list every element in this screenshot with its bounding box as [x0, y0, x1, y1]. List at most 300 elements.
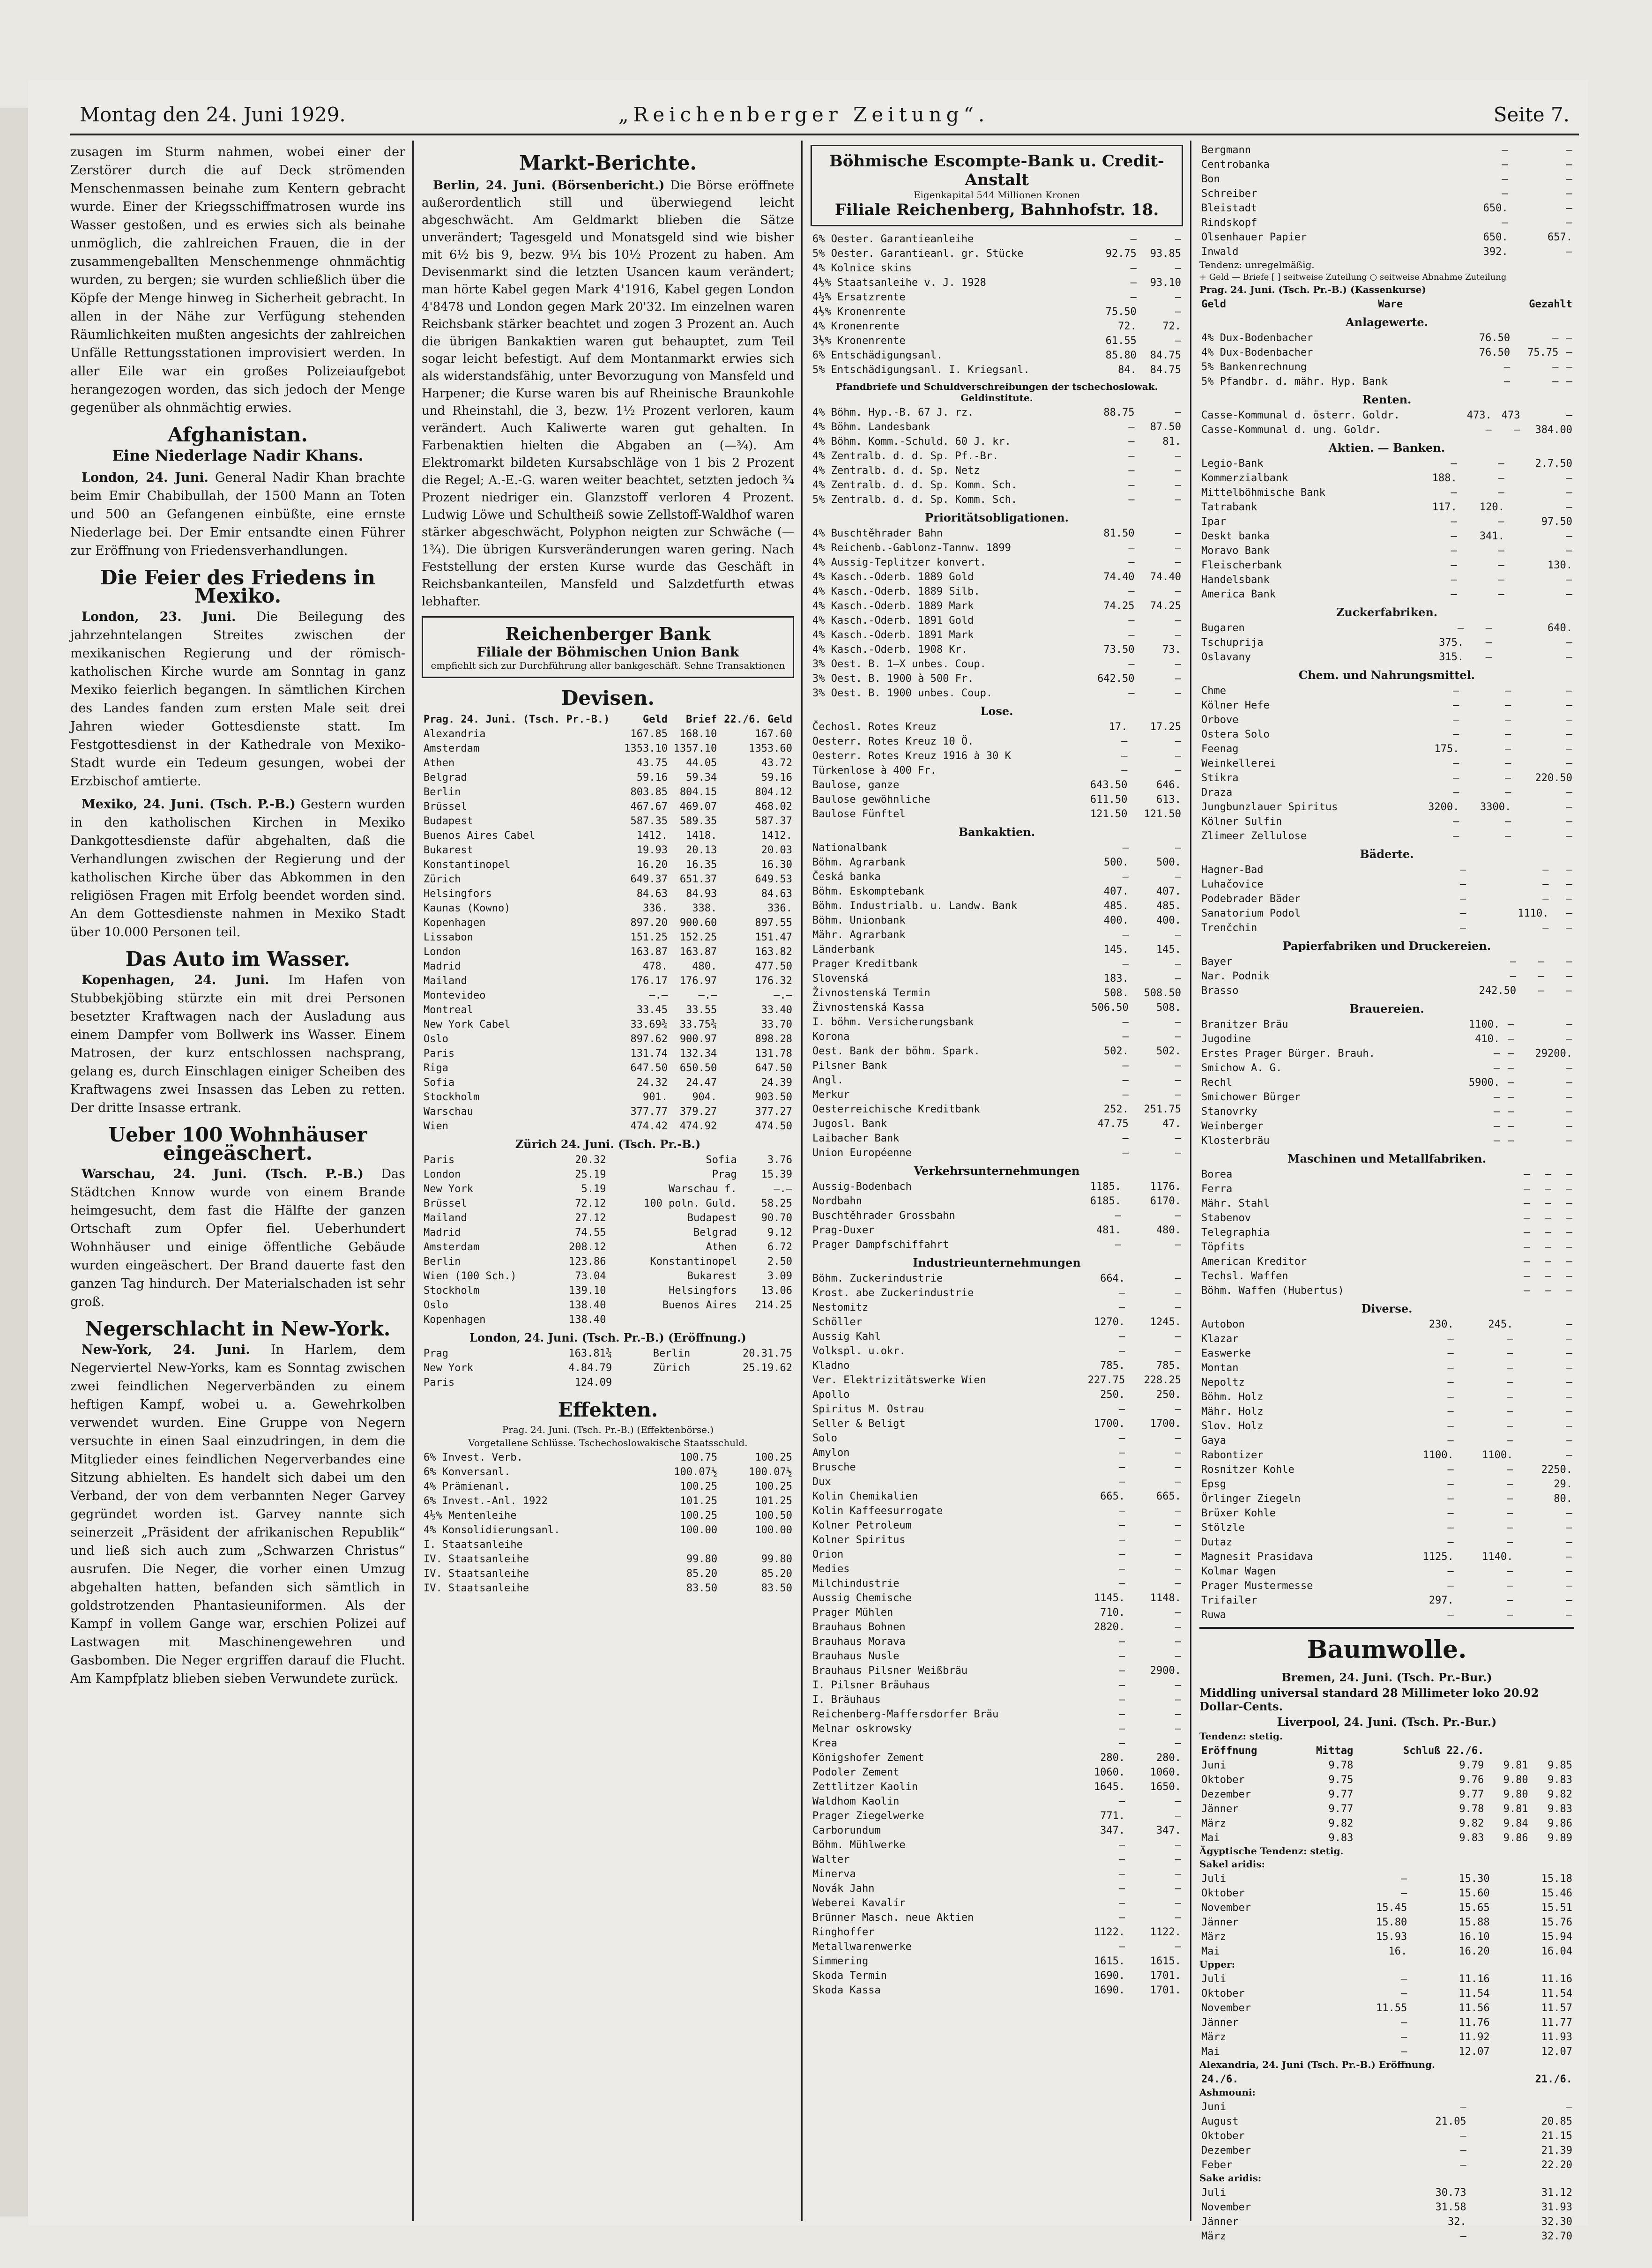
quote-value: 1060. — [1150, 1767, 1181, 1778]
banken-table — [1199, 456, 1574, 602]
quote-name: Prager Kreditbank — [812, 958, 918, 970]
diverse-row — [1199, 1608, 1574, 1622]
quote-value: — — [1508, 1120, 1514, 1132]
quote-value: 32.70 — [1541, 2231, 1572, 2242]
quote-value: — — [1122, 1031, 1129, 1043]
industrie-row — [811, 1823, 1183, 1838]
quote-value: — — [1524, 1227, 1530, 1238]
quote-name: Paris — [424, 1154, 455, 1166]
quote-value: — — [1453, 700, 1459, 711]
industrie-row — [811, 1809, 1183, 1823]
quote-name: Wien — [424, 1120, 448, 1132]
quote-value: — — [1566, 700, 1572, 711]
quote-value: 84. — [1118, 364, 1137, 376]
quote-name: Juli — [1201, 1873, 1226, 1885]
quote-value: 31.12 — [1541, 2187, 1572, 2199]
quote-value: — — [1121, 765, 1128, 776]
sakel-row — [1199, 1915, 1574, 1930]
zurich-row — [422, 1254, 794, 1269]
quote-name: 3% Oest. B. 1—X unbes. Coup. — [812, 658, 986, 670]
quote-value: 468.02 — [755, 801, 792, 813]
liverpool-dateline: Liverpool, 24. Juni. (Tsch. Pr.-Bur.) — [1277, 1715, 1497, 1729]
quote-value: 97.50 — [1541, 516, 1572, 528]
quote-value: 16.04 — [1541, 1946, 1572, 1957]
quote-value: 32. — [1447, 2216, 1466, 2228]
quote-name: Nar. Podnik — [1201, 970, 1270, 982]
quote-value: — — [1175, 335, 1181, 347]
quote-value: — — [1118, 1447, 1125, 1459]
quote-value: — — [1507, 1522, 1513, 1534]
quote-value: — — [1566, 1333, 1572, 1345]
quote-value: —.— — [774, 990, 792, 1001]
zurich-row — [422, 1240, 794, 1254]
quote-value: — — [1453, 685, 1459, 697]
devisen-row — [422, 799, 794, 814]
quote-name: 4% Böhm. Landesbank — [812, 421, 930, 433]
brau-row — [1199, 1017, 1574, 1032]
diverse-row — [1199, 1361, 1574, 1375]
prior-row — [811, 657, 1183, 671]
quote-value: 123.86 — [569, 1256, 606, 1268]
quote-value: — — [1566, 1120, 1572, 1132]
quote-name: Oktober — [1201, 1988, 1245, 1999]
quote-value: 1140. — [1482, 1551, 1513, 1563]
quote-name: Reichenberg-Maffersdorfer Bräu — [812, 1708, 999, 1720]
quote-value: 163.82 — [755, 946, 792, 958]
quote-value: — — [1505, 685, 1511, 697]
quote-value: 474.42 — [630, 1120, 668, 1132]
quote-value: — — [1453, 729, 1459, 740]
quote-name: Slovenská — [812, 973, 869, 985]
quote-value: 25.19.62 — [743, 1362, 792, 1374]
chem-row — [1199, 713, 1574, 727]
quote-value: 100.50 — [755, 1510, 792, 1522]
quote-value: 151.47 — [755, 932, 792, 943]
quote-value: 11.76 — [1459, 2017, 1490, 2029]
quote-value: 11.93 — [1541, 2031, 1572, 2043]
quote-value: — — [1175, 1302, 1181, 1313]
quote-name: Sofia — [424, 1077, 455, 1089]
quote-value: — — [1175, 494, 1181, 506]
industrie-row — [811, 1562, 1183, 1576]
quote-value: 145. — [1156, 944, 1181, 955]
quote-value: 502. — [1103, 1045, 1129, 1057]
quote-value: — — [1485, 651, 1492, 663]
quote-value: — — [1524, 1212, 1530, 1224]
quote-value: 500. — [1156, 857, 1181, 868]
diverse-row — [1199, 1492, 1574, 1506]
quote-name: Weberei Kavalír — [812, 1897, 906, 1909]
quote-value: 75.75 — [1527, 347, 1559, 358]
quote-value: 84.63 — [636, 888, 668, 900]
quote-value: — — [1447, 1478, 1454, 1490]
quote-value: 11.57 — [1541, 2002, 1572, 2014]
industrie-title: Industrieunternehmungen — [913, 1256, 1081, 1269]
quote-value: 640. — [1548, 622, 1572, 634]
quote-value: 15.51 — [1541, 1902, 1572, 1914]
chem-table — [1199, 684, 1574, 843]
quote-value: — — [1175, 1273, 1181, 1284]
prior-row — [811, 570, 1183, 584]
diverse-table — [1199, 1317, 1574, 1622]
quote-value: 9.77 — [1328, 1803, 1354, 1815]
industrie-row — [811, 1373, 1183, 1388]
quote-value: 15.76 — [1541, 1917, 1572, 1928]
column-markets — [422, 143, 794, 2219]
quote-name: Madrid — [424, 961, 461, 972]
quote-value: 245. — [1488, 1319, 1513, 1330]
quote-name: Krea — [812, 1738, 837, 1749]
devisen-row — [422, 756, 794, 770]
quote-value: — — [1118, 1854, 1125, 1865]
quote-value: 508.50 — [1144, 987, 1181, 999]
masch-row — [1199, 1240, 1574, 1254]
quote-value: 15.39 — [761, 1169, 792, 1180]
quote-name: Prager Dampfschiffahrt — [812, 1239, 949, 1251]
quote-value: 20.13 — [686, 844, 717, 856]
quote-value: — — [1566, 1183, 1572, 1195]
quote-name: I. Bräuhaus — [812, 1694, 881, 1706]
quote-value: — — [1566, 787, 1572, 798]
quote-value: — — [1447, 1507, 1454, 1519]
quote-value: 13.06 — [761, 1285, 792, 1297]
quote-value: — — [1175, 1738, 1181, 1749]
prior-row — [811, 686, 1183, 701]
quote-name: Melnar oskrowsky — [812, 1723, 912, 1735]
escompte-bank-ad — [811, 145, 1183, 226]
quote-value: — — [1508, 1135, 1514, 1147]
quote-name: Epsg — [1201, 1478, 1226, 1490]
quote-value: — — [1514, 424, 1520, 436]
quote-name: Krost. abe Zuckerindustrie — [812, 1287, 974, 1299]
sake2-row — [1199, 2215, 1574, 2229]
column-rule-1 — [412, 141, 414, 2221]
quote-name: Ipar — [1201, 516, 1226, 528]
quote-value: — — [1118, 1476, 1125, 1488]
quote-value: — — [1175, 479, 1181, 491]
quote-value: —.— — [649, 990, 668, 1001]
quote-value: 6170. — [1150, 1195, 1181, 1207]
quote-value: 99.80 — [686, 1553, 718, 1565]
quote-value: — — [1175, 1432, 1181, 1444]
brau-row — [1199, 1134, 1574, 1148]
quote-value: — — [1498, 589, 1504, 600]
quote-value: — — [1503, 361, 1511, 373]
quote-value: 400. — [1156, 915, 1181, 926]
afghanistan-title: Afghanistan. — [168, 423, 308, 446]
quote-value: — — [1493, 1120, 1500, 1132]
renten-title: Renten. — [1362, 393, 1412, 406]
quote-value: — — [1459, 893, 1466, 905]
quote-name: November — [1201, 2002, 1251, 2014]
mexiko-dateline-2: Mexiko, 24. Juni. (Tsch. P.-B.) — [82, 797, 296, 812]
devisen-title: Devisen. — [561, 686, 655, 709]
quote-name: Kolin Kaffeesurrogate — [812, 1505, 943, 1517]
devisen-row — [422, 1003, 794, 1017]
quote-value: — — [1118, 1462, 1125, 1473]
quote-name: Riga — [424, 1062, 448, 1074]
quote-name: 4% Zentralb. d. d. Sp. Netz — [812, 465, 980, 477]
quote-value: 121.50 — [1090, 808, 1128, 820]
alex-cols — [1199, 2072, 1574, 2087]
ashmouni-row — [1199, 2129, 1574, 2143]
quote-name: Klosterbräu — [1201, 1135, 1270, 1147]
quote-name: 5% Pfandbr. d. mähr. Hyp. Bank — [1201, 376, 1388, 388]
quote-name: Prager Mühlen — [812, 1607, 893, 1619]
quote-name: 4% Aussig-Teplitzer konvert. — [812, 557, 986, 568]
diverse-row — [1199, 1521, 1574, 1535]
quote-value: — — [1175, 1505, 1181, 1517]
quote-name: Brauhaus Nusle — [812, 1650, 900, 1662]
quote-value: — — [1118, 1331, 1125, 1343]
quote-name: Tatrabank — [1201, 501, 1258, 513]
quote-name: Kolmar Wagen — [1201, 1566, 1276, 1577]
bankaktie-row — [811, 870, 1183, 884]
quote-name: Stockholm — [424, 1285, 480, 1297]
quote-value: — — [1175, 1060, 1181, 1072]
top-list-row — [1199, 245, 1574, 259]
quote-value: 167.60 — [755, 728, 792, 740]
effekten-row — [422, 1479, 794, 1494]
devisen-row — [422, 959, 794, 974]
quote-name: Dux — [812, 1476, 831, 1488]
quote-value: 485. — [1156, 900, 1181, 912]
bankaktien-table — [811, 841, 1183, 1160]
quote-value: — — [1545, 1212, 1551, 1224]
quote-value: 650. — [1483, 231, 1508, 243]
quote-value: 897.20 — [630, 917, 668, 929]
quote-value: — — [1175, 1476, 1181, 1488]
quote-value: — — [1459, 908, 1466, 919]
quote-value: 33.69¾ — [630, 1019, 668, 1030]
quote-name: Oest. Bank der böhm. Spark. — [812, 1045, 980, 1057]
quote-name: Nepoltz — [1201, 1377, 1245, 1388]
quote-name: Feber — [1201, 2159, 1233, 2171]
quote-value: 500. — [1103, 857, 1129, 868]
quote-name: November — [1201, 2201, 1251, 2213]
quote-value: 188. — [1432, 472, 1457, 484]
quote-name: Stölzle — [1201, 1522, 1245, 1534]
quote-name: Brüxer Kohle — [1201, 1507, 1276, 1519]
quote-value: — — [1505, 700, 1511, 711]
anlage-row — [1199, 360, 1574, 374]
quote-value: 477.50 — [755, 961, 792, 972]
diverse-row — [1199, 1535, 1574, 1550]
quote-value: — — [1175, 1897, 1181, 1909]
quote-value: — — [1175, 1016, 1181, 1028]
column-header: Gezahlt — [1529, 298, 1572, 310]
quote-value: 21.05 — [1435, 2116, 1466, 2127]
quote-value: 338. — [692, 903, 717, 914]
quote-name: Wien (100 Sch.) — [424, 1270, 517, 1282]
lose-title: Lose. — [980, 704, 1013, 718]
zucker-row — [1199, 621, 1574, 635]
quote-name: Schöller — [812, 1316, 862, 1328]
quote-value: — — [1485, 424, 1492, 436]
quote-value: 502. — [1156, 1045, 1181, 1057]
quote-value: — — [1566, 714, 1572, 726]
quote-value: 589.35 — [679, 815, 717, 827]
quote-name: Autobon — [1201, 1319, 1245, 1330]
quote-value: — — [1175, 1133, 1181, 1144]
quote-name: Helsingfors — [424, 888, 492, 900]
industrie-row — [811, 1765, 1183, 1780]
quote-value: — — [1175, 1031, 1181, 1043]
industrie-row — [811, 1954, 1183, 1969]
quote-name: Brüssel — [424, 801, 467, 813]
quote-value: 16.30 — [761, 859, 792, 871]
quote-value: — — [1493, 1062, 1500, 1074]
quote-value: 587.37 — [755, 815, 792, 827]
quote-name: Gaya — [1201, 1435, 1226, 1447]
afghanistan-text: General Nadir Khan brachte beim Emir Chabibullah, der 1500 Mann an Toten und 500 an Gefangenen einbüßte, eine ernste Niederlage bei. Der Emir entsandte einen Führer zur Eröffnung von Friedensverhandlungen. — [70, 470, 405, 558]
devisen-row — [422, 814, 794, 828]
brau-row — [1199, 1090, 1574, 1104]
quote-name: 6% Invest.-Anl. 1922 — [424, 1495, 548, 1507]
quote-value: — — [1552, 332, 1559, 344]
quote-value: 72. — [1162, 321, 1181, 332]
chem-row — [1199, 785, 1574, 800]
industrie-row — [811, 1605, 1183, 1620]
quote-value: 33.75¾ — [679, 1019, 717, 1030]
quote-name: Königshofer Zement — [812, 1752, 924, 1764]
quote-name: 5% Bankenrechnung — [1201, 361, 1307, 373]
quote-name: Jänner — [1201, 2216, 1239, 2228]
anleihe-row — [811, 232, 1183, 246]
bankaktie-row — [811, 928, 1183, 942]
quote-name: 4% Kasch.-Oderb. 1891 Mark — [812, 629, 974, 641]
bader-row — [1199, 863, 1574, 877]
quote-value: — — [1400, 2046, 1407, 2058]
quote-value: Prag — [712, 1169, 737, 1180]
quote-value: — — [1453, 816, 1459, 828]
quote-value: — — [1175, 736, 1181, 747]
industrie-row — [811, 1678, 1183, 1693]
quote-value: Konstantinopel — [650, 1256, 737, 1268]
quote-name: Stanovrky — [1201, 1106, 1258, 1118]
quote-value: 9.80 — [1503, 1774, 1528, 1786]
quote-value: 485. — [1103, 900, 1129, 912]
quote-name: Milchindustrie — [812, 1578, 900, 1589]
anleihe-row — [811, 261, 1183, 276]
quote-name: Oesterr. Rotes Kreuz 10 Ö. — [812, 736, 974, 747]
anleihe-row — [811, 276, 1183, 290]
lose-row — [811, 720, 1183, 734]
escompte-bank-title: Böhmische Escompte-Bank u. Credit-Anstalt — [829, 152, 1165, 189]
quote-value: 163.87 — [679, 946, 717, 958]
quote-value: — — [1510, 970, 1517, 982]
quote-name: Kolner Spiritus — [812, 1534, 906, 1546]
quote-value: 61.55 — [1105, 335, 1137, 347]
bankaktie-row — [811, 913, 1183, 928]
quote-value: 100.75 — [680, 1452, 718, 1463]
quote-value: — — [1447, 1522, 1454, 1534]
quote-value: 467.67 — [630, 801, 668, 813]
industrie-row — [811, 1969, 1183, 1983]
quote-value: — — [1507, 1464, 1513, 1476]
industrie-row — [811, 1940, 1183, 1954]
pfandbrief-row — [811, 449, 1183, 463]
quote-value: 473. — [1466, 410, 1492, 421]
sakel-row — [1199, 1886, 1574, 1901]
top-list-table — [1199, 143, 1574, 259]
devisen-row — [422, 988, 794, 1003]
quote-name: Smichower Bürger — [1201, 1091, 1301, 1103]
zucker-row — [1199, 650, 1574, 664]
effekten-row — [422, 1567, 794, 1581]
quote-name: März — [1201, 1931, 1226, 1943]
quote-value: 74.55 — [575, 1227, 606, 1238]
quote-value: — — [1545, 1270, 1551, 1282]
quote-value: 84.75 — [1150, 364, 1181, 376]
quote-name: Casse-Kommunal d. ung. Goldr. — [1201, 424, 1382, 436]
prior-row — [811, 555, 1183, 570]
anleihe-row — [811, 363, 1183, 377]
quote-value: — — [1566, 1406, 1572, 1418]
quote-name: 6% Konversanl. — [424, 1466, 511, 1478]
quote-value: — — [1507, 1362, 1513, 1374]
quote-value: — — [1447, 1537, 1454, 1548]
quote-value: 508. — [1103, 987, 1129, 999]
effekten-row — [422, 1581, 794, 1596]
banken-row — [1199, 529, 1574, 544]
quote-value: — — [1451, 530, 1457, 542]
column-header: Ware — [1378, 298, 1403, 310]
quote-value: — — [1175, 929, 1181, 941]
prior-row — [811, 642, 1183, 657]
ashmouni-title: Ashmouni: — [1199, 2087, 1256, 2098]
quote-value: 5900. — [1468, 1077, 1500, 1089]
quote-value: — — [1459, 879, 1466, 890]
industrie-row — [811, 1358, 1183, 1373]
quote-value: 100.25 — [755, 1452, 792, 1463]
quote-value: — — [1542, 922, 1549, 934]
quote-value: 649.53 — [755, 873, 792, 885]
quote-value: 93.10 — [1150, 277, 1181, 289]
quote-value: — — [1400, 1973, 1407, 1985]
quote-value: — — [1566, 545, 1572, 557]
quote-name: 4% Dux-Bodenbacher — [1201, 332, 1313, 344]
devisen-row — [422, 741, 794, 756]
quote-value: — — [1460, 2145, 1466, 2156]
quote-value: — — [1175, 1636, 1181, 1648]
quote-value: 469.07 — [679, 801, 717, 813]
quote-name: Techsl. Waffen — [1201, 1270, 1288, 1282]
quote-value: — — [1130, 233, 1137, 245]
quote-name: 4% Zentralb. d. d. Sp. Komm. Sch. — [812, 479, 1018, 491]
bankaktie-row — [811, 1030, 1183, 1044]
quote-name: 4% Buschtěhrader Bahn — [812, 528, 943, 539]
quote-value: 131.74 — [630, 1048, 668, 1059]
quote-name: Zürich — [424, 873, 461, 885]
quote-value: — — [1566, 801, 1572, 813]
quote-name: Oktober — [1201, 1888, 1245, 1899]
banken-row — [1199, 558, 1574, 573]
quote-value: — — [1460, 2159, 1466, 2171]
zurich-row — [422, 1211, 794, 1225]
quote-value: — — [1566, 1270, 1572, 1282]
quote-value: — — [1545, 1227, 1551, 1238]
quote-value: — — [1122, 1060, 1129, 1072]
quote-value: 6185. — [1090, 1195, 1121, 1207]
baumwolle-rule — [1199, 1627, 1574, 1629]
quote-value: — — [1493, 1048, 1500, 1059]
quote-name: Moravo Bank — [1201, 545, 1270, 557]
quote-value: — — [1175, 958, 1181, 970]
quote-value: 9.76 — [1459, 1774, 1484, 1786]
quote-value: 650. — [1483, 202, 1508, 214]
bankaktie-row — [811, 1000, 1183, 1015]
